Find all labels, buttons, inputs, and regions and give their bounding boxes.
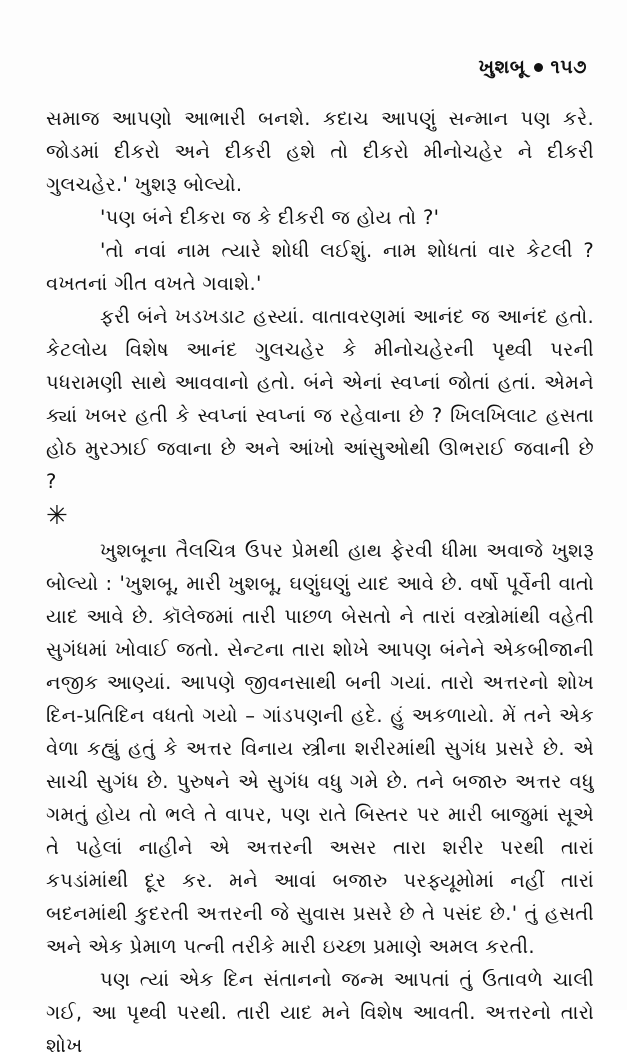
page-number: ૧૫૭ xyxy=(550,56,587,78)
running-header xyxy=(478,56,587,78)
paragraph: ફરી બંને ખડખડાટ હસ્યાં. વાતાવરણમાં આનંદ જ આનંદ હતો. કેટલોય વિશેષ આનંદ ગુલચહેર કે મીનોચહેરની પૃથ્વી પરની પધરામણી સાથે આવવાનો હતો. બંને એનાં સ્વપ્નાં જોતાં હતાં. એમને ક્યાં ખબર હતી કે સ્વપ્નાં સ્વપ્નાં જ રહેવાના છે ? ખિલખિલાટ હસતા હોઠ મુરઝાઈ જવાના છે અને આંખો આંસુઓથી ઊભરાઈ જવાની છે ? xyxy=(46,305,594,493)
book-title: ખુશબૂ xyxy=(478,56,526,78)
paragraph: પણ ત્યાં એક દિન સંતાનનો જન્મ આપતાં તું ઉતાવળે ચાલી ગઈ, આ પૃથ્વી પરથી. તારી યાદ મને વિશેષ આવતી. અત્તરનો તારો શોખ xyxy=(46,968,594,1057)
paragraph: 'પણ બંને દીકરા જ કે દીકરી જ હોય તો ?' xyxy=(100,206,440,229)
section-separator: ✳ xyxy=(46,501,69,531)
paragraph: 'તો નવાં નામ ત્યારે શોધી લઈશું. નામ શોધતાં વાર કેટલી ? વખતનાં ગીત વખતે ગવાશે.' xyxy=(46,239,594,295)
paragraph: ખુશબૂના તૈલચિત્ર ઉપર પ્રેમથી હાથ ફેરવી ધીમા અવાજે ખુશરૂ બોલ્યો : 'ખુશબૂ, મારી ખુશબૂ, ઘણુંઘણું યાદ આવે છે. વર્ષો પૂર્વેની વાતો યાદ આવે છે. કૉલેજમાં તારી પાછળ બેસતો ને તારાં વસ્ત્રોમાંથી વહેતી સુગંધમાં ખોવાઈ જતો. સેન્ટના તારા શોખે આપણ બંનેને એકબીજાની નજીક આણ્યાં. આપણે જીવનસાથી બની ગયાં. તારો અત્તરનો શોખ દિન-પ્રતિદિન વધતો ગયો – ગાંડપણની હદે. હું અકળાયો. મેં તને એક વેળા કહ્યું હતું કે અત્તર વિનાય સ્ત્રીના શરીરમાંથી સુગંધ પ્રસરે છે. એ સાચી સુગંધ છે. પુરુષને એ સુગંધ વધુ ગમે છે. તને બજારુ અત્તર વધુ ગમતું હોય તો ભલે તે વાપર, પણ રાતે બિસ્તર પર મારી બાજુમાં સૂએ તે પહેલાં નાહીને એ અત્તરની અસર તારા શરીર પરથી તારાં કપડાંમાંથી દૂર કર. મને આવાં બજારુ પરફ્યૂમોમાં નહીં તારાં બદનમાંથી કુદરતી અત્તરની જે સુવાસ પ્રસરે છે તે પસંદ છે.' તું હસતી અને એક પ્રેમાળ પત્ની તરીકે મારી ઇચ્છા પ્રમાણે અમલ કરતી. xyxy=(46,539,594,958)
bullet-icon xyxy=(534,63,543,72)
body-text xyxy=(46,102,594,1062)
paragraph: સમાજ આપણો આભારી બનશે. કદાચ આપણું સન્માન પણ કરે. જોડમાં દીકરો અને દીકરી હશે તો દીકરો મીનોચહેર ને દીકરી ગુલચહેર.' ખુશરૂ બોલ્યો. xyxy=(46,107,594,196)
